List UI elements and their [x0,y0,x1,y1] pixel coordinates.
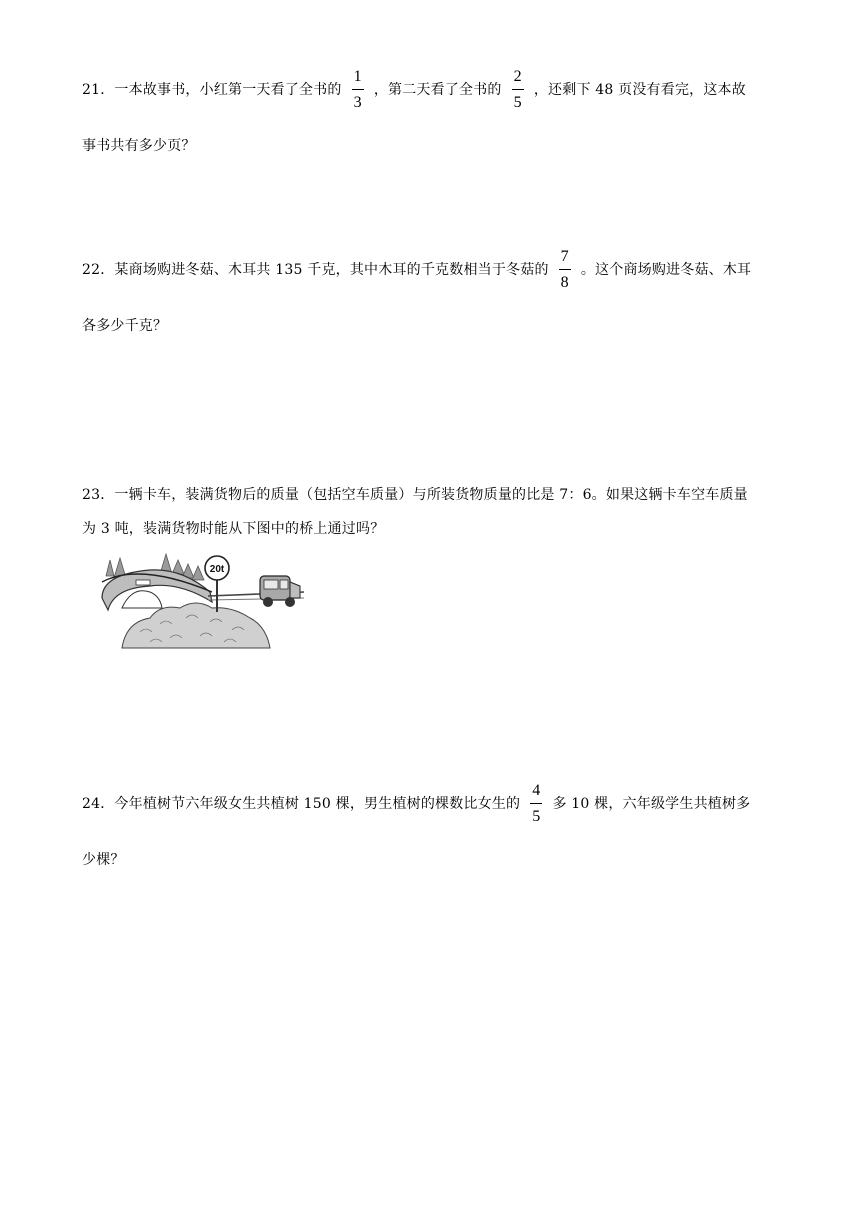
question-23-line-1 [82,484,748,504]
question-text: 一辆卡车，装满货物后的质量（包括空车质量）与所装货物质量的比是 7：6。如果这辆卡车空车质量 [114,487,748,503]
fraction-denominator: 5 [532,808,541,825]
fraction-bar [352,89,364,90]
question-text: 事书共有多少页？ [82,138,196,154]
fraction [512,68,524,112]
bridge-truck-illustration [100,552,306,650]
question-text: 某商场购进冬菇、木耳共 135 千克，其中木耳的千克数相当于冬菇的 [114,262,549,278]
question-text: 一本故事书，小红第一天看了全书的 [114,82,342,98]
fraction-bar [512,89,524,90]
question-number: 23． [82,487,115,503]
fraction-numerator: 2 [513,68,522,85]
fraction [352,68,364,112]
fraction-numerator: 1 [353,68,362,85]
fraction [530,782,542,826]
question-24-line-2 [82,849,125,869]
question-22-line-1 [82,248,751,292]
truck-icon [260,576,300,607]
question-text: 。这个商场购进冬菇、木耳 [580,262,752,278]
question-text: 为 3 吨，装满货物时能从下图中的桥上通过吗？ [82,521,385,537]
question-text: ，第二天看了全书的 [373,82,502,98]
question-21-line-2 [82,135,196,155]
weight-limit-text: 20t [209,564,225,575]
fraction-bar [530,803,542,804]
bush-icon [122,603,270,648]
fraction-denominator: 3 [353,94,362,111]
fraction-denominator: 5 [513,94,522,111]
fraction-numerator: 4 [532,782,541,799]
question-text: 各多少千克？ [82,318,168,334]
question-22-line-2 [82,315,167,335]
question-23-line-2 [82,518,384,538]
fraction-numerator: 7 [560,248,569,265]
fraction [559,248,571,292]
fraction-bar [559,269,571,270]
fraction-denominator: 8 [560,274,569,291]
question-number: 24． [82,796,115,812]
question-number: 21． [82,82,115,98]
question-text: 今年植树节六年级女生共植树 150 棵，男生植树的棵数比女生的 [114,796,521,812]
question-text: 少棵？ [82,852,125,868]
question-text: ，还剩下 48 页没有看完，这本故 [533,82,746,98]
bridge-plate [136,580,150,585]
question-24-line-1 [82,782,750,826]
question-number: 22． [82,262,115,278]
question-21-line-1 [82,68,746,112]
question-text: 多 10 棵，六年级学生共植树多 [552,796,751,812]
bridge-arch [122,591,162,608]
